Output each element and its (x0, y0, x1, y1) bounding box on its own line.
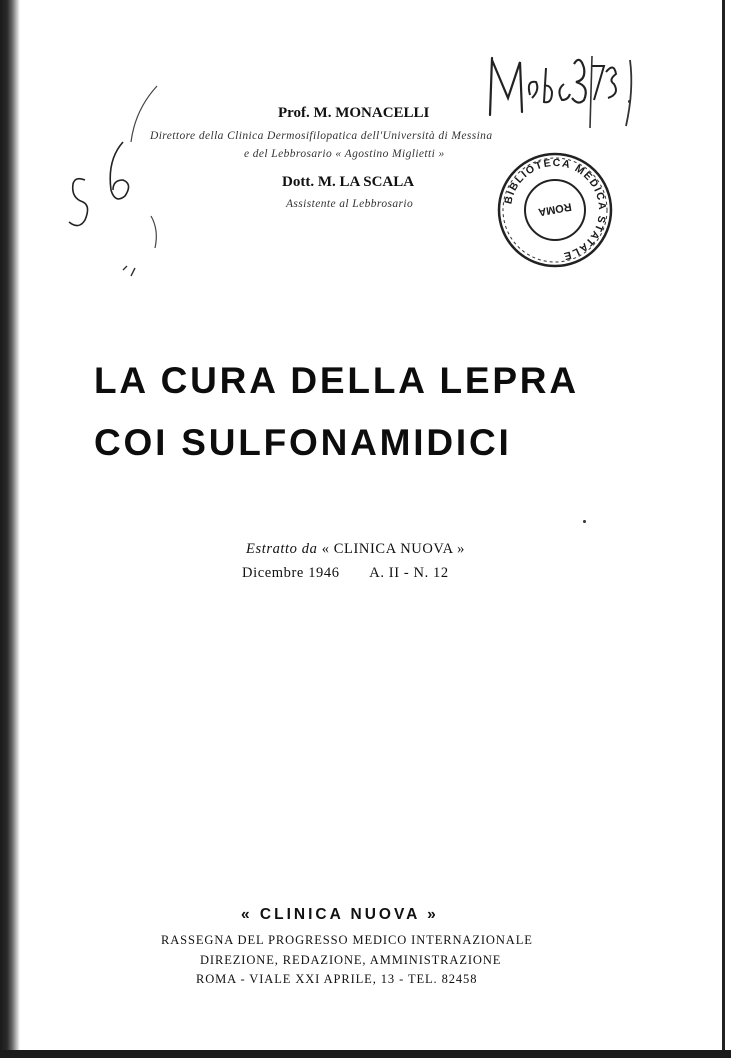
scan-speckle (628, 100, 631, 103)
extract-date: Dicembre 1946 (242, 565, 340, 581)
scan-speckle (583, 520, 586, 523)
scan-shadow-left (0, 0, 20, 1058)
handwritten-shelfmark (480, 40, 640, 130)
author-2-affiliation: Assistente al Lebbrosario (286, 198, 414, 210)
publisher-name: « CLINICA NUOVA » (241, 906, 439, 923)
publisher-line-3: ROMA - VIALE XXI APRILE, 13 - TEL. 82458 (196, 972, 478, 986)
title-line-2: COI SULFONAMIDICI (94, 422, 512, 463)
extract-source (246, 541, 465, 558)
stamp-center-text: ROMA (537, 200, 573, 218)
extract-journal: « CLINICA NUOVA » (321, 541, 465, 557)
publisher-line-1: RASSEGNA DEL PROGRESSO MEDICO INTERNAZIONALE (161, 933, 533, 947)
extract-prefix: Estratto da (246, 541, 318, 557)
library-stamp (495, 150, 615, 270)
author-1-affiliation-line-2: e del Lebbrosario « Agostino Miglietti » (244, 148, 445, 160)
author-2-name: Dott. M. LA SCALA (282, 174, 415, 190)
stamp-ring-text: BIBLIOTECA MEDICA STATALE (502, 156, 609, 263)
publisher-line-2: DIREZIONE, REDAZIONE, AMMINISTRAZIONE (200, 953, 502, 967)
author-1-affiliation-line-1: Direttore della Clinica Dermosifilopatica dell'Università di Messina (150, 130, 493, 142)
pencil-marks (55, 80, 195, 290)
author-1-name: Prof. M. MONACELLI (278, 105, 430, 121)
title-line-1: LA CURA DELLA LEPRA (94, 360, 579, 401)
scan-edge-right (722, 0, 725, 1058)
extract-date-issue (242, 565, 449, 582)
extract-issue: A. II - N. 12 (369, 565, 449, 581)
scan-edge-bottom (0, 1050, 731, 1058)
